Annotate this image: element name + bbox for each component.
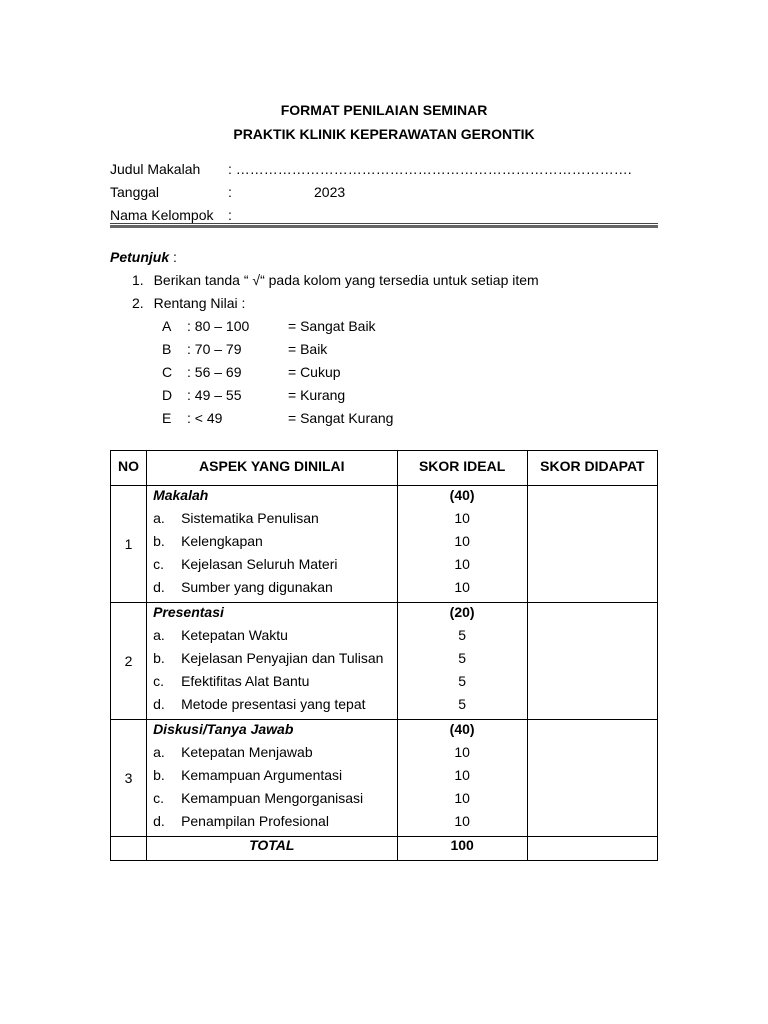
section-ideal: (40): [449, 487, 475, 503]
scale-range: : 56 – 69: [187, 364, 242, 380]
aspek-cell: [147, 603, 397, 720]
kelompok-label: Nama Kelompok: [110, 207, 214, 223]
item-letter: a.: [153, 510, 165, 526]
header-skor-ideal: SKOR IDEAL: [397, 451, 527, 486]
section-title: Diskusi/Tanya Jawab: [153, 721, 294, 737]
assessment-table: [110, 450, 658, 861]
item-letter: c.: [153, 790, 164, 806]
aspek-item: [147, 533, 396, 556]
item-letter: d.: [153, 696, 165, 712]
section-title: Makalah: [153, 487, 209, 503]
judul-value: : ………………………………………………………………………….: [228, 161, 632, 177]
scale-grade: C: [162, 364, 173, 380]
section-ideal: (20): [449, 604, 475, 620]
meta-fields: [110, 161, 658, 230]
kelompok-colon: :: [228, 207, 232, 223]
tanggal-label: Tanggal: [110, 184, 160, 200]
petunjuk-heading: [110, 249, 177, 265]
item-ideal: 10: [454, 767, 470, 783]
item-letter: d.: [153, 579, 165, 595]
item-letter: b.: [153, 533, 165, 549]
total-no-cell: [111, 837, 147, 861]
item-letter: a.: [153, 744, 165, 760]
scale-row-d: [162, 387, 422, 407]
aspek-item: [147, 767, 396, 790]
item-text: Kemampuan Mengorganisasi: [181, 790, 364, 806]
scale-range: : < 49: [187, 410, 223, 426]
petunjuk-item-2: [132, 295, 245, 311]
scale-description: = Kurang: [288, 387, 346, 403]
item-letter: c.: [153, 673, 164, 689]
petunjuk-colon: :: [169, 249, 177, 265]
item-text: Kelengkapan: [181, 533, 263, 549]
item-ideal: 10: [454, 533, 470, 549]
aspek-item: [147, 579, 396, 602]
item-text: Sumber yang digunakan: [181, 579, 333, 595]
total-ideal: 100: [397, 837, 527, 861]
item-text: Kemampuan Argumentasi: [181, 767, 343, 783]
item-ideal: 5: [458, 673, 467, 689]
aspek-item: [147, 650, 396, 673]
item-text: Ketepatan Waktu: [181, 627, 288, 643]
item-ideal: 10: [454, 579, 470, 595]
aspek-cell: [147, 720, 397, 837]
item-letter: b.: [153, 767, 165, 783]
section-title: Presentasi: [153, 604, 224, 620]
item-ideal: 5: [458, 627, 467, 643]
judul-label: Judul Makalah: [110, 161, 201, 177]
item-text: Ketepatan Menjawab: [181, 744, 313, 760]
skor-didapat-cell[interactable]: [527, 486, 657, 603]
item-ideal: 5: [458, 650, 467, 666]
petunjuk-item-number: 1.: [132, 272, 144, 288]
aspek-item: [147, 813, 396, 836]
scale-row-b: [162, 341, 422, 361]
scale-range: : 80 – 100: [187, 318, 250, 334]
aspek-item: [147, 673, 396, 696]
header-no: NO: [111, 451, 147, 486]
aspek-item: [147, 744, 396, 767]
header-skor-didapat: SKOR DIDAPAT: [527, 451, 657, 486]
aspek-item: [147, 790, 396, 813]
table-row-total: [111, 837, 658, 861]
scale-description: = Cukup: [288, 364, 341, 380]
petunjuk-item-number: 2.: [132, 295, 144, 311]
item-text: Efektifitas Alat Bantu: [181, 673, 310, 689]
item-ideal: 10: [454, 790, 470, 806]
skor-didapat-cell[interactable]: [527, 603, 657, 720]
scale-row-e: [162, 410, 422, 430]
document-subtitle: PRAKTIK KLINIK KEPERAWATAN GERONTIK: [233, 126, 535, 142]
scale-range: : 49 – 55: [187, 387, 242, 403]
petunjuk-label: Petunjuk: [110, 249, 170, 265]
item-letter: b.: [153, 650, 165, 666]
petunjuk-item-text: Rentang Nilai :: [153, 295, 246, 311]
header-aspek: ASPEK YANG DINILAI: [147, 451, 397, 486]
aspek-item: [147, 556, 396, 579]
meta-row-tanggal: [110, 184, 658, 207]
total-didapat-cell[interactable]: [527, 837, 657, 861]
scale-grade: B: [162, 341, 172, 357]
scale-grade: A: [162, 318, 172, 334]
scale-row-a: [162, 318, 422, 338]
header-divider: [110, 223, 658, 228]
scale-row-c: [162, 364, 422, 384]
scale-grade: E: [162, 410, 172, 426]
meta-row-judul: [110, 161, 658, 184]
document-title: FORMAT PENILAIAN SEMINAR: [280, 102, 488, 118]
tanggal-colon: :: [228, 184, 232, 200]
table-row-makalah: [111, 486, 658, 603]
ideal-cell: [397, 720, 527, 837]
item-letter: d.: [153, 813, 165, 829]
item-text: Penampilan Profesional: [181, 813, 329, 829]
scale-description: = Sangat Kurang: [288, 410, 394, 426]
aspek-item: [147, 510, 396, 533]
item-text: Kejelasan Seluruh Materi: [181, 556, 338, 572]
total-label: TOTAL: [147, 837, 397, 861]
item-letter: c.: [153, 556, 164, 572]
skor-didapat-cell[interactable]: [527, 720, 657, 837]
item-ideal: 10: [454, 813, 470, 829]
row-number: 1: [111, 486, 147, 603]
aspek-item: [147, 696, 396, 719]
table-header-row: [111, 451, 658, 486]
row-number: 3: [111, 720, 147, 837]
aspek-item: [147, 627, 396, 650]
item-ideal: 10: [454, 744, 470, 760]
scale-range: : 70 – 79: [187, 341, 242, 357]
item-ideal: 5: [458, 696, 467, 712]
item-text: Metode presentasi yang tepat: [181, 696, 366, 712]
ideal-cell: [397, 603, 527, 720]
table-row-diskusi: [111, 720, 658, 837]
row-number: 2: [111, 603, 147, 720]
aspek-cell: [147, 486, 397, 603]
item-ideal: 10: [454, 556, 470, 572]
section-ideal: (40): [449, 721, 475, 737]
item-text: Kejelasan Penyajian dan Tulisan: [181, 650, 384, 666]
tanggal-value: 2023: [314, 184, 346, 200]
item-text: Sistematika Penulisan: [181, 510, 319, 526]
scale-description: = Baik: [288, 341, 328, 357]
scale-description: = Sangat Baik: [288, 318, 376, 334]
table-row-presentasi: [111, 603, 658, 720]
scale-grade: D: [162, 387, 173, 403]
petunjuk-item-1: [132, 272, 539, 288]
item-letter: a.: [153, 627, 165, 643]
item-ideal: 10: [454, 510, 470, 526]
petunjuk-item-text: Berikan tanda “ √“ pada kolom yang tersedia untuk setiap item: [153, 272, 539, 288]
ideal-cell: [397, 486, 527, 603]
